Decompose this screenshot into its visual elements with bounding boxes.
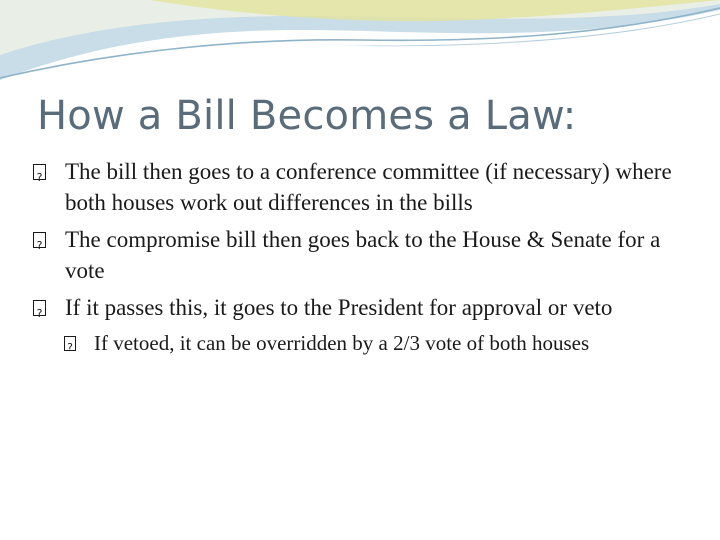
missing-glyph-icon	[33, 164, 46, 180]
missing-glyph-icon	[33, 300, 46, 316]
missing-glyph-icon	[64, 336, 76, 351]
slide-title: How a Bill Becomes a Law:	[37, 93, 577, 139]
sub-bullet-text: If vetoed, it can be overridden by a 2/3 vote of both houses	[94, 331, 590, 355]
bullet-text: The compromise bill then goes back to the House & Senate for a vote	[65, 227, 661, 283]
missing-glyph-icon	[33, 232, 46, 248]
sub-bullet-item	[30, 329, 690, 357]
bullet-item	[30, 156, 690, 218]
bullet-text: If it passes this, it goes to the President for approval or veto	[65, 295, 613, 320]
bullet-item	[30, 292, 690, 323]
bullet-item	[30, 224, 690, 286]
header-wave-decoration	[0, 0, 720, 90]
bullet-text: The bill then goes to a conference committee (if necessary) where both houses work out differences in the bills	[65, 159, 672, 215]
bullet-list	[30, 156, 690, 357]
